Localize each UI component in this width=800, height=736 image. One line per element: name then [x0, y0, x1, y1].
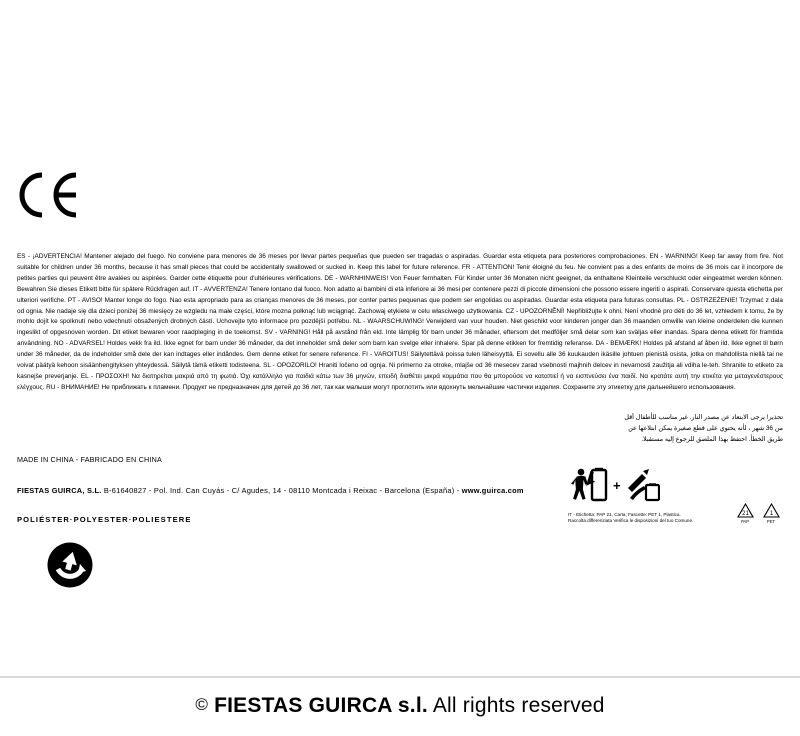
safety-warning-text: [17, 252, 783, 443]
warning-arabic-line-2: من 36 شهر ، لأنه يحتوي على قطع صغيرة يمكن ابتلاعها عن: [628, 425, 783, 432]
company-website[interactable]: www.guirca.com: [461, 486, 524, 495]
warning-arabic-lines: [613, 412, 783, 445]
copyright-symbol: ©: [195, 695, 209, 714]
company-address-line: [17, 486, 524, 495]
svg-text:1: 1: [769, 511, 773, 518]
company-name: FIESTAS GUIRCA, S.L.: [17, 486, 102, 495]
footer-divider: [0, 676, 800, 678]
material-code-pet: [762, 503, 780, 524]
triangle-icon: [763, 503, 780, 518]
warning-multilingual-paragraph: ES - ¡ADVERTENCIA! Mantener alejado del fuego. No conviene para menores de 36 meses por llevar partes pequeñas que pueden ser tragadas o aspiradas. Guardar esta etiqueta para posteriores comprobaciones. EN - WARNING! Keep far away from fire. Not suitable for children under 36 months, because it has small pieces that could be accidentally swallowed or sucked in. Keep this label for future reference. FR - ATTENTION! Tenir éloigné du feu. Ne convient pas a des enfants de moins de 36 mois car il incorpore de petites parties qui peuvent être avalées ou aspirées. Garder cette étiquette pour d'ultérieures vérifications. DE - WARNHINWEIS! Von Feuer fernhalten. Für Kinder unter 36 Monaten nicht geeignet, da enthaltene Kleinteile verschluckt oder eingeatmet werden können. Bewahren Sie dieses Etikett bitte für spätere Rückfragen auf. IT - AVVERTENZA! Tenere lontano dal fuoco. Non adatto ai bambini di età inferiore ai 36 mesi per contenere pezzi di piccole dimensioni che possono essere ingeriti o aspirati. Conservare questa etichetta per ulteriori verifiche. PT - AVISO! Manter longe do fogo. Nao esta apropriado para as crianças menores de 36 meses, por conter partes pequenas que podem ser engolidas ou aspiradas. Guardar esta etiqueta para futuras consultas. PL - OSTRZEŻENIE! Trzymać z dala od ognia. Nie nadaje się dla dzieci poniżej 36 miesięcy ze wzgledu na małe części, które mozna połknąć lub wciągnąć. Zachowaj etykiete w celu własciwego użytkowania. CZ - UPOZORNĚNÍ! Nepřibližujte k ohni. Není vhodné pro děti do 36 let, vzhledem k tomu, že by mohlo dojít ke spolknutí nebo vdechnutí obsažených drobných částí. Uchovejte tyto informace pro pozdější potřebu. NL - WAARSCHUWING! Verwijderd van vuur houden. Niet geschikt voor kinderen jonger dan 36 maanden omwille van kleine onderdelen die kunnen ingeslikt of opgesnoven worden. Dit etiket bewaren voor raadpleging in de toekomst. SV - VARNING! Håll på avstånd från eld. Inte lämplig för barn under 36 månader, eftersom det medföljer små delar som kan sväljas eller inandas. Spara denna etikett för framtida användning. NO - ADVARSEL! Holdes vekk fra ild. Ikke egnet for barn under 36 måneder, da det inneholder små deler som barn kan svelge eller inhalere. Spar på denne etikken for fremtidig referanse. DA - BEMÆRK! Holdes på afstand af åben ild. Ikke egnet til børn under 36 måneder, da de indeholder små dele der kan indtages eller indåndes. Gem denne etiket for senere reference. FI - VAROITUS! Säilytettävä poissa tulen läheisyyttä. Ei sovellu alle 36 kuukauden ikäsille johtuen pienistä osista, jotka on mahdollista niellä tai ne voivat päätyä kehoon sisäänhengityksen yhteydessä. Säilytä tämä etiketti todisteena. SL - OPOZORILO! Hraniti ločeno od ognja. Ni primerno za otroke, mlajše od 36 mesecev zarad vsebnosti majhnih delcev in nevarnosti zaužitja ali vdiha le-teh. Shranite to etiketo za kasnejše preverjanje. EL - ΠΡΟΣΟΧΗ! Να διατηρείται μακριά από τη φωτιά. Όχι κατάλληλο για παιδιά κάτω των 36 μηνών, επειδή διαθέτει μικρά κομμάτια που θα μπορούσε να καταπιεί ή να εισπνεύσει ένα παιδί. Να κρατάτε αυτή την ετικέτα για μεταγενέστερους ελέγχους. RU - ВНИМАНИЕ! Не приближать к пламени. Продукт не предназначен для детей до 36 лет, так как малыши могут проглотить или вдохнуть мельчайшие частички изделия. Сохраните эту этикетку для дальнейшего использования.: [17, 253, 783, 391]
recycling-caption: [568, 512, 728, 524]
label-and-tie-icon: [626, 468, 660, 502]
recycling-pictogram-group: [568, 465, 782, 524]
material-code-pap-label: PAP: [740, 519, 750, 525]
svg-text:21: 21: [741, 511, 749, 518]
footer-copyright: [0, 694, 800, 718]
ce-mark-icon: [18, 172, 80, 218]
recycling-caption-line-2: Raccolta differenziata Verifica le disposizioni del tuo Comune.: [568, 518, 694, 524]
triangle-icon: [737, 503, 754, 518]
recycling-caption-line-1: IT - Etichetta: PAP 21, Carta; Fascette: PET 1, Plastica.: [568, 512, 681, 517]
material-code-triangles: [736, 503, 780, 524]
no-littering-icon: [568, 466, 608, 504]
material-code-pet-label: PET: [766, 519, 776, 525]
material-code-pap: [736, 503, 754, 524]
warning-arabic-line-1: تحذير! يرجى الابتعاد عن مصدر النار. غير مناسب للأطفال أقل: [624, 414, 783, 421]
warning-arabic-line-3: طريق الخطأ. احتفظ بهذا الملصق للرجوع إليه مستقبلا.: [641, 436, 783, 443]
footer-rights: All rights reserved: [432, 694, 605, 717]
plus-separator: +: [613, 477, 621, 493]
country-of-origin: MADE IN CHINA - FABRICADO EN CHINA: [17, 455, 162, 464]
green-dot-recycling-icon: [47, 542, 93, 588]
company-details: B-61640827 - Pol. Ind. Can Cuyás - C/ Agudes, 14 - 08110 Montcada i Reixac - Barcelona (España) -: [101, 486, 462, 495]
material-composition: POLIÉSTER·POLYESTER·POLIESTERE: [17, 515, 192, 524]
footer-brand: FIESTAS GUIRCA s.l.: [214, 694, 428, 717]
